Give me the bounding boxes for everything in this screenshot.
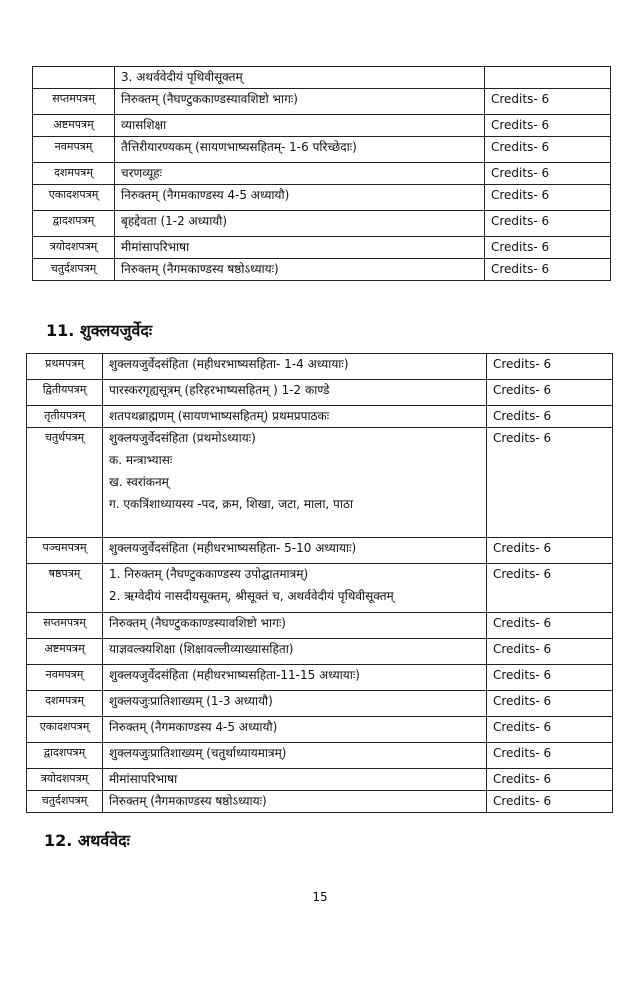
page-number: 15 xyxy=(312,890,328,904)
paper-name-cell: चतुर्थपत्रम् xyxy=(27,428,103,538)
subject-line: निरुक्तम् (नैगमकाण्डस्य 4-5 अध्यायौ) xyxy=(121,188,290,202)
credits-cell: Credits- 6 xyxy=(487,639,613,665)
paper-name-cell: द्वादशपत्रम् xyxy=(33,211,115,237)
table-row xyxy=(33,259,611,281)
table-row xyxy=(33,115,611,137)
subject-cell xyxy=(103,717,487,743)
subject-cell xyxy=(115,115,485,137)
table-row xyxy=(27,665,613,691)
paper-name-cell: द्वितीयपत्रम् xyxy=(27,380,103,406)
table-row xyxy=(33,237,611,259)
subject-cell xyxy=(115,67,485,89)
subject-line: चरणव्यूहः xyxy=(121,166,163,180)
subject-line: बृहद्देवता (1-2 अध्यायौ) xyxy=(121,214,228,228)
credits-cell: Credits- 6 xyxy=(487,564,613,613)
subject-cell xyxy=(103,354,487,380)
paper-name-cell: दशमपत्रम् xyxy=(33,163,115,185)
paper-name-cell: नवमपत्रम् xyxy=(27,665,103,691)
table-row xyxy=(33,185,611,211)
table-row xyxy=(27,743,613,769)
table-row xyxy=(27,380,613,406)
subject-line: शुक्लयजुर्वेदसंहिता (महीधरभाष्यसहिता-11-15 अध्यायाः) xyxy=(109,668,360,682)
credits-cell: Credits- 6 xyxy=(487,380,613,406)
subject-cell xyxy=(115,89,485,115)
table-row xyxy=(33,211,611,237)
paper-name-cell: चतुर्दशपत्रम् xyxy=(27,791,103,813)
credits-cell: Credits- 6 xyxy=(485,259,611,281)
curriculum-table-top-body xyxy=(33,67,611,281)
credits-cell: Credits- 6 xyxy=(485,137,611,163)
paper-name-cell: सप्तमपत्रम् xyxy=(33,89,115,115)
subject-line: 3. अथर्ववेदीयं पृथिवीसूक्तम् xyxy=(121,70,243,84)
table-row xyxy=(27,639,613,665)
subject-cell xyxy=(115,185,485,211)
credits-cell: Credits- 6 xyxy=(487,717,613,743)
credits-cell xyxy=(485,67,611,89)
subject-cell xyxy=(103,665,487,691)
credits-cell: Credits- 6 xyxy=(487,406,613,428)
subject-cell xyxy=(103,791,487,813)
paper-name-cell: नवमपत्रम् xyxy=(33,137,115,163)
paper-name-cell: प्रथमपत्रम् xyxy=(27,354,103,380)
subject-line: मीमांसापरिभाषा xyxy=(109,772,178,786)
credits-cell: Credits- 6 xyxy=(485,237,611,259)
subject-line: पारस्करगृह्यसूत्रम् (हरिहरभाष्यसहितम् ) 1-2 काण्डे xyxy=(109,383,330,397)
paper-name-cell: दशमपत्रम् xyxy=(27,691,103,717)
paper-name-cell: त्रयोदशपत्रम् xyxy=(27,769,103,791)
table-row xyxy=(27,406,613,428)
paper-name-cell: षष्ठपत्रम् xyxy=(27,564,103,613)
table-row xyxy=(33,67,611,89)
subject-cell xyxy=(115,259,485,281)
subject-cell xyxy=(115,211,485,237)
subject-cell xyxy=(103,769,487,791)
table-row xyxy=(27,538,613,564)
section-heading-atharvaveda: 12. अथर्ववेदः xyxy=(44,831,130,850)
table-row xyxy=(27,717,613,743)
subject-line: याज्ञवल्क्यशिक्षा (शिक्षावल्लीव्याख्यासहिता) xyxy=(109,642,294,656)
credits-cell: Credits- 6 xyxy=(485,89,611,115)
paper-name-cell: अष्टमपत्रम् xyxy=(27,639,103,665)
paper-name-cell: एकादशपत्रम् xyxy=(33,185,115,211)
subject-cell xyxy=(115,163,485,185)
table-row xyxy=(33,137,611,163)
credits-cell: Credits- 6 xyxy=(487,354,613,380)
subject-line: शतपथब्राह्मणम् (सायणभाष्यसहितम्) प्रथमप्रपाठकः xyxy=(109,409,330,423)
subject-line: क. मन्त्राभ्यासः xyxy=(109,453,173,467)
credits-cell: Credits- 6 xyxy=(487,428,613,538)
table-row xyxy=(33,89,611,115)
curriculum-table-top xyxy=(32,66,611,281)
credits-cell: Credits- 6 xyxy=(485,115,611,137)
paper-name-cell: अष्टमपत्रम् xyxy=(33,115,115,137)
subject-cell xyxy=(103,613,487,639)
subject-cell xyxy=(103,380,487,406)
credits-cell: Credits- 6 xyxy=(487,613,613,639)
subject-cell xyxy=(115,237,485,259)
subject-cell xyxy=(103,406,487,428)
table-row xyxy=(27,428,613,538)
credits-cell: Credits- 6 xyxy=(485,163,611,185)
table-row xyxy=(27,691,613,717)
subject-line: शुक्लयजुःप्रातिशाख्यम् (1-3 अध्यायौ) xyxy=(109,694,273,708)
credits-cell: Credits- 6 xyxy=(487,691,613,717)
credits-cell: Credits- 6 xyxy=(487,791,613,813)
subject-line: 2. ऋग्वेदीयं नासदीयसूक्तम्, श्रीसूक्तं च, अथर्ववेदीयं पृथिवीसूक्तम् xyxy=(109,589,394,603)
subject-cell xyxy=(115,137,485,163)
subject-cell xyxy=(103,639,487,665)
subject-cell xyxy=(103,538,487,564)
table-row xyxy=(33,163,611,185)
table-row xyxy=(27,354,613,380)
table-row xyxy=(27,791,613,813)
credits-cell: Credits- 6 xyxy=(485,211,611,237)
subject-line: निरुक्तम् (नैगमकाण्डस्य षष्ठोऽध्यायः) xyxy=(109,794,267,808)
credits-cell: Credits- 6 xyxy=(487,769,613,791)
section-heading-shukla-yajurveda: 11. शुक्लयजुर्वेदः xyxy=(46,321,153,340)
paper-name-cell: पञ्चमपत्रम् xyxy=(27,538,103,564)
subject-line: शुक्लयजुर्वेदसंहिता (प्रथमोऽध्यायः) xyxy=(109,431,256,445)
subject-line: ग. एकत्रिंशाध्यायस्य -पद, क्रम, शिखा, जटा, माला, पाठा xyxy=(109,497,354,511)
paper-name-cell: द्वादशपत्रम् xyxy=(27,743,103,769)
subject-line: शुक्लयजुर्वेदसंहिता (महीधरभाष्यसहिता- 1-4 अध्यायाः) xyxy=(109,357,349,371)
credits-cell: Credits- 6 xyxy=(487,665,613,691)
paper-name-cell: सप्तमपत्रम् xyxy=(27,613,103,639)
subject-line: मीमांसापरिभाषा xyxy=(121,240,190,254)
credits-cell: Credits- 6 xyxy=(487,538,613,564)
subject-line: निरुक्तम् (नैगमकाण्डस्य 4-5 अध्यायौ) xyxy=(109,720,278,734)
paper-name-cell xyxy=(33,67,115,89)
paper-name-cell: एकादशपत्रम् xyxy=(27,717,103,743)
paper-name-cell: त्रयोदशपत्रम् xyxy=(33,237,115,259)
subject-line: निरुक्तम् (नैघण्टुककाण्डस्यावशिष्टो भागः) xyxy=(121,92,298,106)
table-row xyxy=(27,769,613,791)
subject-line: तैत्तिरीयारण्यकम् (सायणभाष्यसहितम्- 1-6 परिच्छेदाः) xyxy=(121,140,357,154)
subject-line: शुक्लयजुःप्रातिशाख्यम् (चतुर्थाध्यायमात्रम्) xyxy=(109,746,287,760)
credits-cell: Credits- 6 xyxy=(487,743,613,769)
table-row xyxy=(27,564,613,613)
subject-cell xyxy=(103,564,487,613)
subject-line: ख. स्वरांकनम् xyxy=(109,475,169,489)
subject-cell xyxy=(103,743,487,769)
credits-cell: Credits- 6 xyxy=(485,185,611,211)
curriculum-table-shukla-yajurveda xyxy=(26,353,613,813)
subject-line: 1. निरुक्तम् (नैघण्टुककाण्डस्य उपोद्घातमात्रम्) xyxy=(109,567,309,581)
subject-line: निरुक्तम् (नैघण्टुककाण्डस्यावशिष्टो भागः) xyxy=(109,616,286,630)
paper-name-cell: चतुर्दशपत्रम् xyxy=(33,259,115,281)
subject-line: शुक्लयजुर्वेदसंहिता (महीधरभाष्यसहिता- 5-10 अध्यायाः) xyxy=(109,541,357,555)
table-row xyxy=(27,613,613,639)
subject-cell xyxy=(103,428,487,538)
paper-name-cell: तृतीयपत्रम् xyxy=(27,406,103,428)
subject-line: निरुक्तम् (नैगमकाण्डस्य षष्ठोऽध्यायः) xyxy=(121,262,279,276)
subject-cell xyxy=(103,691,487,717)
subject-line: व्यासशिक्षा xyxy=(121,118,167,132)
curriculum-table-shukla-yajurveda-body xyxy=(27,354,613,813)
